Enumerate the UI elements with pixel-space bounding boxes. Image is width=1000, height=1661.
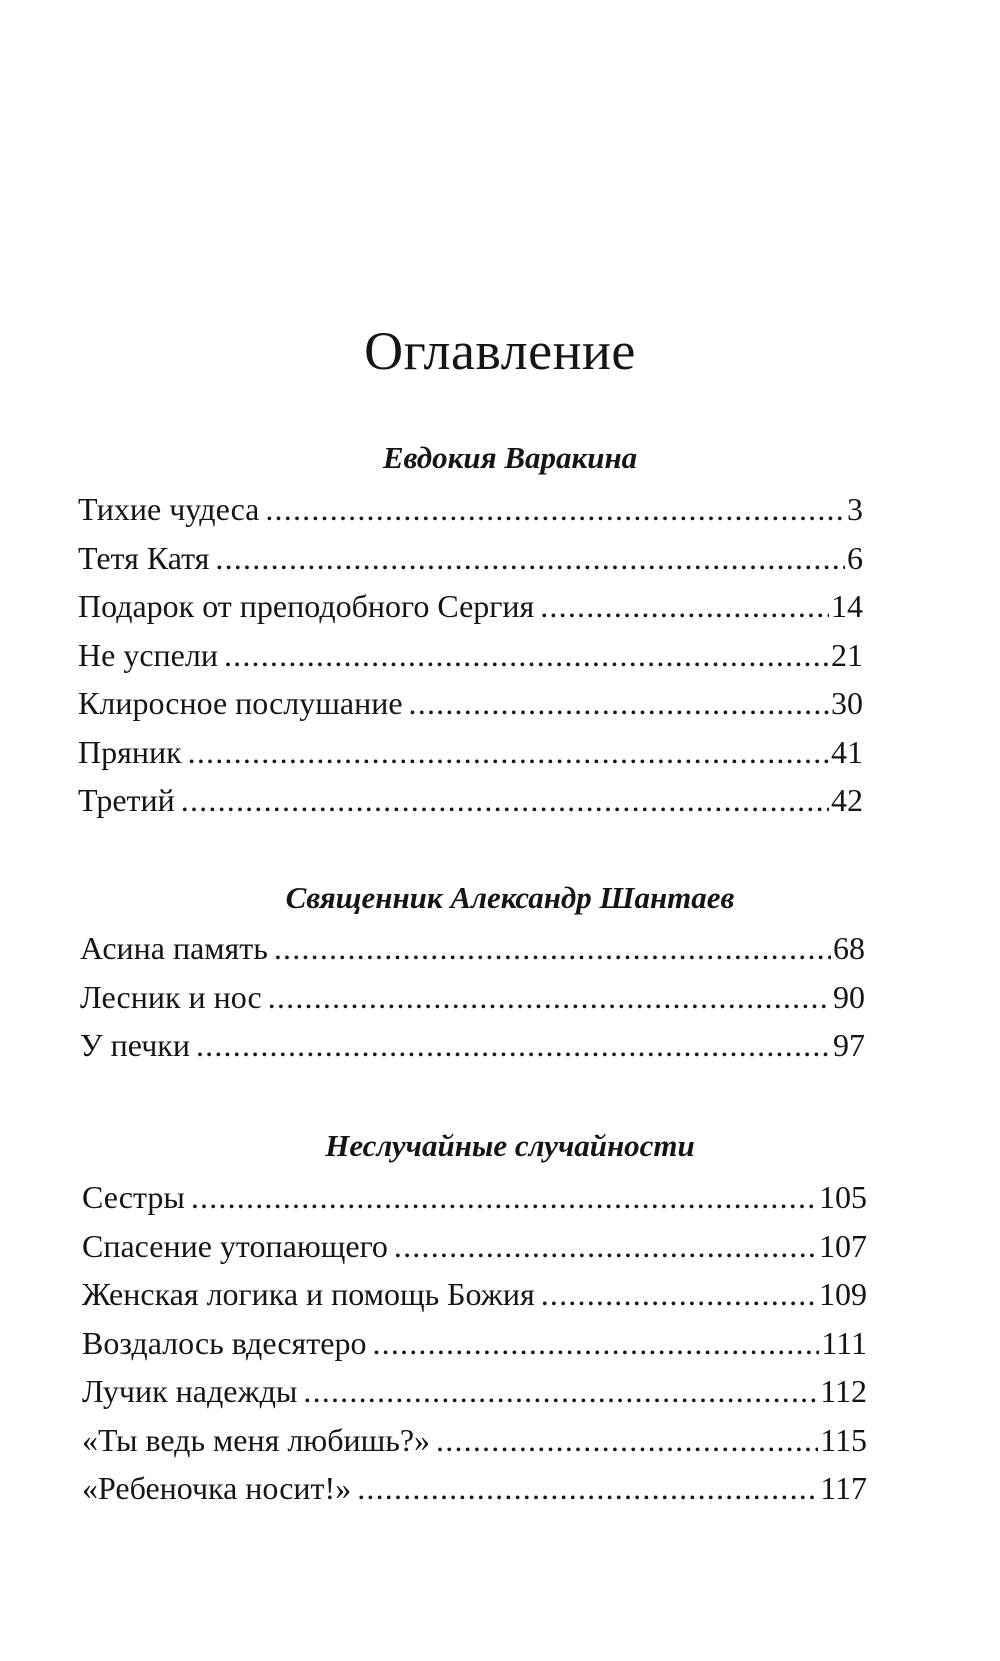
toc-entry-title: Воздалось вдесятеро (82, 1324, 367, 1361)
toc-entry (82, 1464, 867, 1513)
toc-entry-title: У печки (80, 1027, 190, 1063)
toc-list-1 (78, 485, 863, 825)
toc-entry-title: «Ты ведь меня любишь?» (82, 1421, 431, 1458)
toc-entry-page: 112 (820, 1373, 867, 1409)
section-heading-1: Евдокия Варакина (382, 440, 638, 475)
toc-entry-page: 42 (831, 782, 863, 818)
toc-entry (80, 1021, 865, 1070)
toc-list-2 (80, 924, 865, 1070)
toc-entry-page: 117 (820, 1470, 867, 1506)
toc-entry-title: Спасение утопающего (82, 1227, 388, 1264)
toc-entry-title: Асина память (80, 930, 268, 966)
toc-entry-page: 111 (821, 1324, 867, 1361)
toc-entry (82, 1270, 867, 1319)
dot-leader (265, 485, 845, 533)
dot-leader (394, 1222, 817, 1270)
toc-entry-page: 21 (831, 636, 863, 673)
toc-entry-title: Не успели (78, 636, 218, 673)
toc-entry (78, 776, 863, 825)
dot-leader (268, 973, 831, 1021)
toc-entry (78, 485, 863, 534)
toc-entry (82, 1416, 867, 1465)
toc-entry-title: Тетя Катя (78, 539, 210, 576)
toc-entry (80, 924, 865, 973)
toc-entry-page: 90 (833, 978, 865, 1015)
dot-leader (188, 728, 829, 776)
dot-leader (540, 582, 829, 630)
toc-entry (80, 973, 865, 1022)
toc-entry-page: 107 (819, 1227, 867, 1264)
toc-entry (82, 1319, 867, 1368)
dot-leader (196, 1021, 831, 1069)
dot-leader (215, 534, 845, 582)
toc-entry-page: 30 (831, 685, 863, 721)
dot-leader (436, 1416, 818, 1464)
toc-entry-page: 14 (831, 588, 863, 624)
toc-entry-page: 109 (819, 1276, 867, 1312)
toc-entry-title: Подарок от преподобного Сергия (78, 588, 535, 624)
dot-leader (224, 631, 829, 679)
toc-entry (82, 1173, 867, 1222)
dot-leader (191, 1173, 817, 1221)
toc-entry-page: 41 (831, 733, 863, 770)
toc-entry-title: Тихие чудеса (78, 491, 260, 527)
toc-entry (78, 679, 863, 728)
toc-entry-page: 97 (833, 1027, 865, 1063)
toc-entry (82, 1222, 867, 1271)
page-title: Оглавление (364, 321, 636, 381)
toc-entry (78, 582, 863, 631)
toc-entry (78, 631, 863, 680)
dot-leader (409, 679, 829, 727)
dot-leader (274, 924, 831, 972)
toc-entry-title: Третий (78, 782, 175, 818)
dot-leader (181, 776, 829, 824)
section-heading-3: Неслучайные случайности (325, 1128, 695, 1163)
toc-list-3 (82, 1173, 867, 1513)
toc-entry-title: Лесник и нос (80, 978, 262, 1015)
toc-entry-title: Лучик надежды (82, 1373, 298, 1409)
toc-entry-title: Клиросное послушание (78, 685, 403, 721)
toc-entry-page: 105 (819, 1179, 867, 1215)
toc-entry-title: Пряник (78, 733, 182, 770)
dot-leader (357, 1464, 818, 1512)
toc-entry (78, 534, 863, 583)
toc-entry-page: 3 (847, 491, 863, 527)
section-heading-2: Священник Александр Шантаев (285, 880, 735, 915)
dot-leader (541, 1270, 817, 1318)
dot-leader (303, 1367, 818, 1415)
dot-leader (372, 1319, 819, 1367)
toc-entry (82, 1367, 867, 1416)
toc-entry (78, 728, 863, 777)
toc-entry-title: Сестры (82, 1179, 185, 1215)
toc-entry-title: «Ребеночка носит!» (82, 1470, 352, 1506)
toc-entry-page: 115 (820, 1421, 867, 1458)
toc-entry-page: 68 (833, 930, 865, 966)
toc-entry-page: 6 (847, 539, 863, 576)
toc-entry-title: Женская логика и помощь Божия (82, 1276, 535, 1312)
